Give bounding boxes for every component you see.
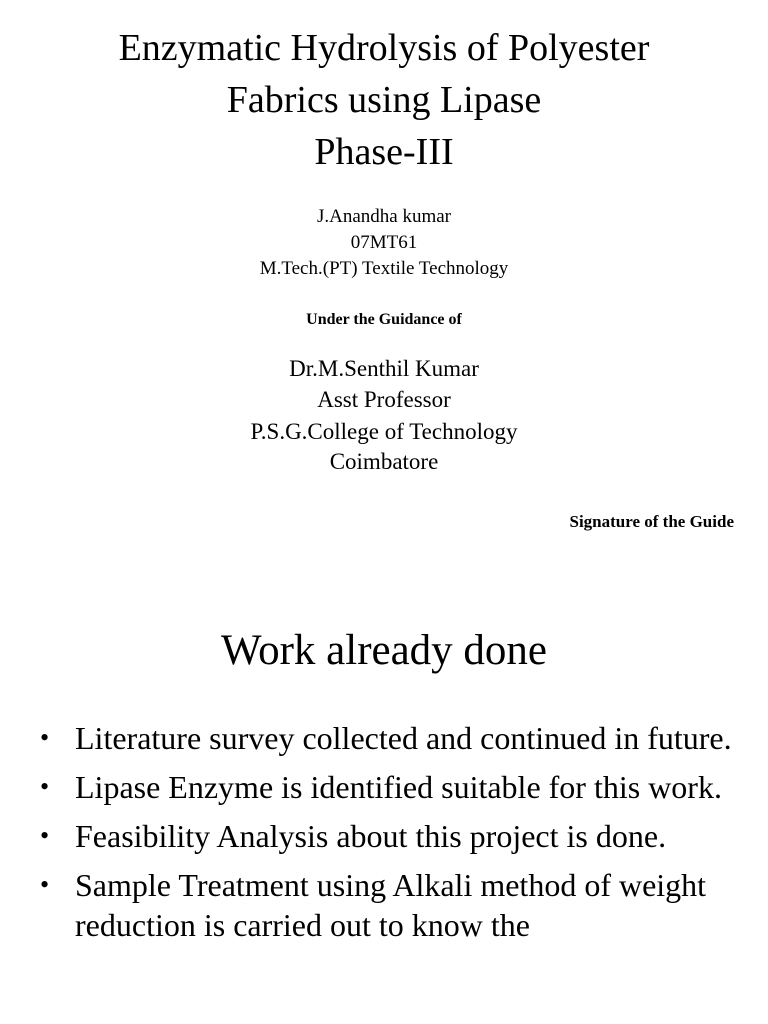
bullet-text: Sample Treatment using Alkali method of weight reduction is carried out to know the <box>75 867 707 943</box>
bullet-text: Feasibility Analysis about this project is done. <box>75 818 667 854</box>
slide-title: Work already done <box>220 627 548 674</box>
bullet-text: Lipase Enzyme is identified suitable for this work. <box>75 769 722 805</box>
guide-designation: Asst Professor <box>317 387 451 412</box>
list-item <box>40 718 740 758</box>
list-item <box>40 816 740 856</box>
title-line-1: Enzymatic Hydrolysis of Polyester <box>118 27 650 69</box>
guide-institution: P.S.G.College of Technology <box>250 419 518 444</box>
bullet-icon: • <box>40 723 50 752</box>
list-item <box>40 767 740 807</box>
bullet-icon: • <box>40 870 50 899</box>
bullet-icon: • <box>40 821 50 850</box>
bullet-list <box>40 718 740 954</box>
student-course: M.Tech.(PT) Textile Technology <box>259 258 509 279</box>
student-name: J.Anandha kumar <box>316 206 452 227</box>
work-done-slide <box>0 580 768 1024</box>
title-line-3: Phase-III <box>314 131 454 173</box>
guide-city: Coimbatore <box>329 449 439 474</box>
guide-name: Dr.M.Senthil Kumar <box>289 356 479 381</box>
guidance-label: Under the Guidance of <box>306 311 462 328</box>
signature-label: Signature of the Guide <box>569 512 734 531</box>
title-line-2: Fabrics using Lipase <box>226 79 542 121</box>
bullet-icon: • <box>40 772 50 801</box>
student-roll-number: 07MT61 <box>350 232 418 253</box>
bullet-text: Literature survey collected and continued in future. <box>75 720 732 756</box>
list-item <box>40 865 740 945</box>
